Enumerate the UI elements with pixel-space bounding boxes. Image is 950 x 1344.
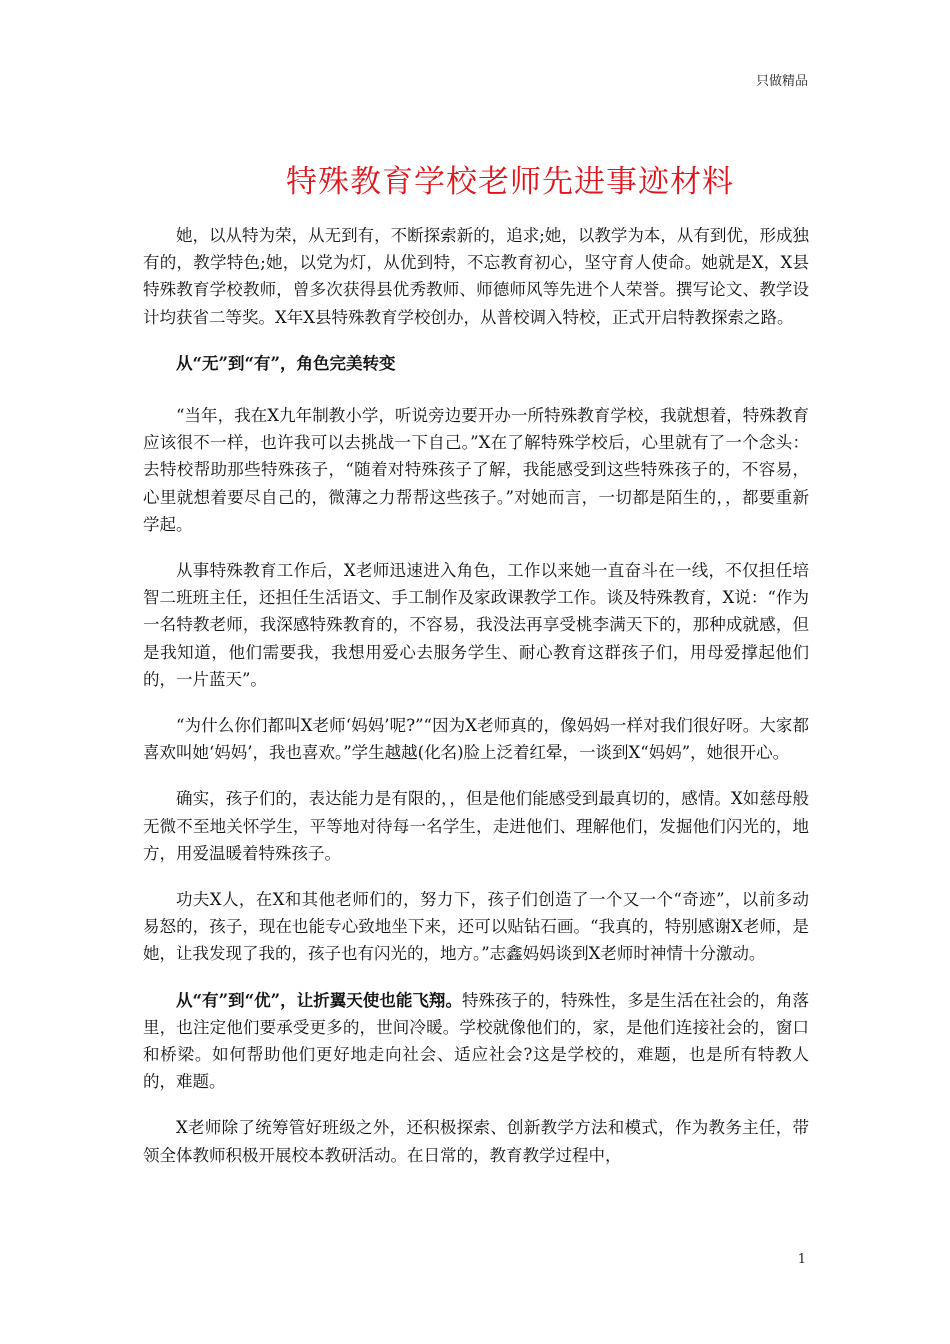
paragraph: 功夫X人，在X和其他老师们的，努力下，孩子们创造了一个又一个“奇迹”，以前多动易怒的，孩子，现在也能专心致地坐下来，还可以贴钻石画。“我真的，特别感谢X老师，是她，让我发现了我的，孩子也有闪光的，地方。”志鑫妈妈谈到X老师时神情十分激动。 [143, 890, 809, 964]
page-number: 1 [797, 1252, 806, 1267]
section-heading-1: 从“无”到“有”，角色完美转变 [176, 353, 396, 373]
paragraph-text: 特殊孩子的，特殊性，多是生活在社会的，角落里，也注定他们要承受更多的，世间冷暖。学校就像他们的，家，是他们连接社会的，窗口和桥梁。如何帮助他们更好地走向社会、适应社会?这是学校的，难题，也是所有特教人的，难题。 [143, 990, 809, 1092]
paragraph-intro: 她，以从特为荣，从无到有，不断探索新的，追求;她，以教学为本，从有到优，形成独有的，教学特色;她，以党为灯，从优到特，不忘教育初心，坚守育人使命。她就是X，X县特殊教育学校教师，曾多次获得县优秀教师、师德师风等先进个人荣誉。撰写论文、教学设计均获省二等奖。X年X县特殊教育学校创办，从普校调入特校，正式开启特教探索之路。 [143, 226, 809, 327]
paragraph-with-lead [143, 987, 809, 1096]
section-heading-2: 从“有”到“优”，让折翼天使也能飞翔。 [176, 990, 462, 1010]
header-note: 只做精品 [755, 74, 808, 89]
paragraph: “为什么你们都叫X老师‘妈妈’呢?”“因为X老师真的，像妈妈一样对我们很好呀。大家都喜欢叫她‘妈妈’，我也喜欢。”学生越越(化名)脸上泛着红晕，一谈到X“妈妈”，她很开心。 [143, 716, 809, 763]
paragraph: X老师除了统筹管好班级之外，还积极探索、创新教学方法和模式，作为教务主任，带领全体教师积极开展校本教研活动。在日常的，教育教学过程中， [143, 1118, 809, 1165]
paragraph: 确实，孩子们的，表达能力是有限的，，但是他们能感受到最真切的，感情。X如慈母般无微不至地关怀学生，平等地对待每一名学生，走进他们、理解他们，发掘他们闪光的，地方，用爱温暖着特殊孩子。 [143, 789, 809, 863]
paragraph: “当年，我在X九年制教小学，听说旁边要开办一所特殊教育学校，我就想着，特殊教育应该很不一样，也许我可以去挑战一下自己。”X在了解特殊学校后，心里就有了一个念头：去特校帮助那些特殊孩子，“随着对特殊孩子了解，我能感受到这些特殊孩子的，不容易，心里就想着要尽自己的，微薄之力帮帮这些孩子。”对她而言，一切都是陌生的，，都要重新学起。 [143, 406, 809, 534]
paragraph: 从事特殊教育工作后，X老师迅速进入角色，工作以来她一直奋斗在一线，不仅担任培智二班班主任，还担任生活语文、手工制作及家政课教学工作。谈及特殊教育，X说：“作为一名特教老师，我深感特殊教育的，不容易，我没法再享受桃李满天下的，那种成就感，但是我知道，他们需要我，我想用爱心去服务学生、耐心教育这群孩子们，用母爱撑起他们的，一片蓝天”。 [143, 561, 809, 689]
document-body [143, 222, 809, 1188]
document-title: 特殊教育学校老师先进事迹材料 [286, 164, 734, 200]
